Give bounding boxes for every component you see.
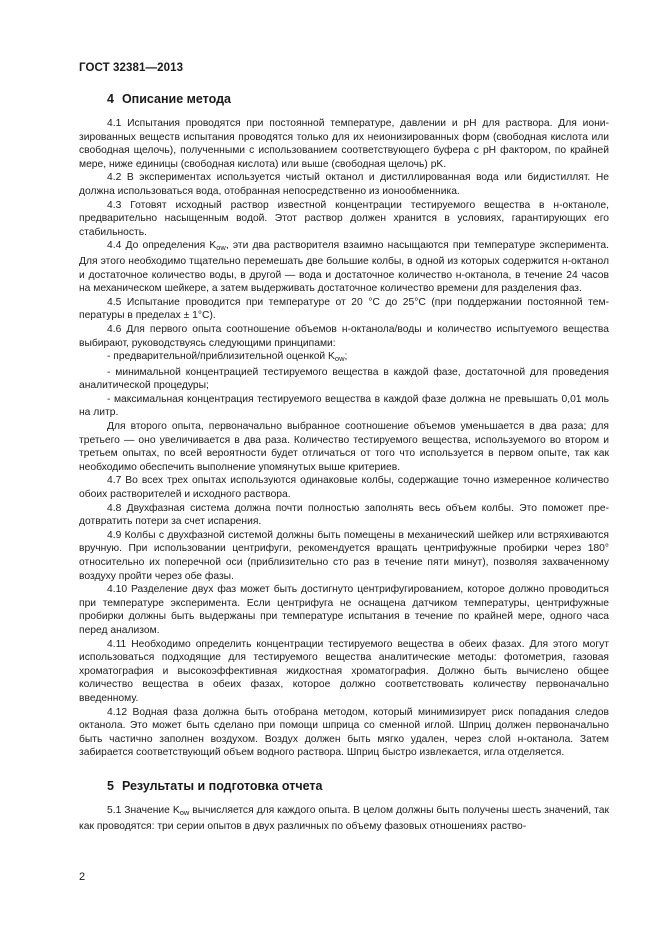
item-1-text: - предварительной/приблизительной оценкой K [107,351,335,363]
paragraph-5-1-rest: вычисляется для каждого опыта. В целом должны быть получены шесть значений, так как проводятся: три серии опытов в двух различных по объему фазовых отношениях раство- [79,804,609,832]
standard-header: ГОСТ 32381—2013 [79,62,184,74]
section-5-title: Результаты и подготовка отчета [121,778,323,793]
paragraph-4-11: 4.11 Необходимо определить концентрации тестируемого вещества в обеих фазах. Для этого могут использоваться подходящие для тестируемого вещества аналитические методы: фотометрия, газовая хроматография и высокоэффективная жидкостная хроматография. Должно быть вычислено общее количество вещества в обеих фазах, которое должно соответствовать количеству первоначально введенному. [79,638,609,704]
page-number: 2 [79,871,86,883]
paragraph-4-8: 4.8 Двухфазная система должна почти полностью заполнять весь объем колбы. Это поможет предотвратить потери за счет испарения. [79,502,609,528]
section-4-number: 4 [107,92,114,106]
paragraph-4-12: 4.12 Водная фаза должна быть отобрана методом, который минимизирует риск попадания следов октанола. Это может быть сделано при помощи шприца со сменной иглой. Шприц должен первоначально быть частично заполнен воздухом. Воздух должен быть мягко удален, через слой н-октанола. Затем забирается соответствующий объем водного раствора. Шприц быстро извлекается, игла отделяется. [79,706,609,759]
subscript-ow: ow [334,354,345,364]
paragraph-4-4 [79,239,609,295]
subscript-ow: ow [179,807,190,817]
section-5-heading [107,777,609,795]
paragraph-4-9: 4.9 Колбы с двухфазной системой должны быть помещены в механический шейкер или встряхиваются вручную. При использовании центрифуги, рекомендуется вращать центрифужные пробирки через 180° относительно их поперечной оси (приблизительно сто раз в течение пяти минут), позволяя захваченному воздуху пройти через обе фазы. [79,529,609,582]
paragraph-4-6-item-2: - минимальной концентрацией тестируемого вещества в каждой фазе, достаточной для проведения аналитической процедуры; [79,366,609,392]
paragraph-4-6: 4.6 Для первого опыта соотношение объемов н-октанола/воды и количество испытуемого вещества выбирают, руководствуясь следующими принципами: [79,323,609,349]
paragraph-4-3: 4.3 Готовят исходный раствор известной концентрации тестируемого вещества в н-октаноле, предварительно насыщенным водой. Этот раствор должен хранится в условиях, гарантирующих его стабильность. [79,199,609,238]
item-1-end: ; [344,351,348,363]
paragraph-4-7: 4.7 Во всех трех опытах используются одинаковые колбы, содержащие точно измеренное количество обоих растворителей и исходного раствора. [79,475,609,501]
paragraph-5-1-start: 5.1 Значение K [107,804,180,816]
subscript-ow: ow [216,243,226,253]
document-body [79,90,609,833]
paragraph-4-2: 4.2 В экспериментах используется чистый октанол и дистиллированная вода или бидистиллят. Не должна использоваться вода, отобранная непосредственно из ионообменника. [79,172,609,197]
paragraph-4-6-item-3: - максимальная концентрация тестируемого вещества в каждой фазе должна не превышать 0,01 моль на литр. [79,393,609,419]
paragraph-4-4-rest: , эти два растворителя взаимно насыщаются при температуре эксперимента. Для этого необходимо тщательно перемешать две большие колбы, в одной из которых содержится н-октанол и достаточное количество воды, в другой — вода и достаточное количество н-октанола, в течение 24 часов на механическом шейкере, а затем выдерживать достаточное количество времени для разделения фаз. [79,240,609,295]
paragraph-4-4-start: 4.4 До определения K [107,240,217,252]
paragraph-4-1: 4.1 Испытания проводятся при постоянной температуре, давлении и pH для раствора. Для ионизированных веществ испытания проводятся только для их неионизированных форм (свободная кислота или свободная щелочь), полученными с использованием соответствующего буфера с pH фактором, по крайней мере, ниже единицы (свободная кислота) или выше (свободная щелочь) pK. [79,118,609,170]
paragraph-5-1 [79,804,609,833]
paragraph-4-6-item-1 [79,350,609,366]
section-spacer [79,760,609,777]
section-4-heading [107,90,609,108]
section-5-number: 5 [107,778,114,793]
paragraph-4-10: 4.10 Разделение двух фаз может быть достигнуто центрифугированием, которое должно проводиться при температуре эксперимента. Если центрифуга не оснащена датчиком температуры, центрифужные пробирки должны быть выдержаны при температуре испытания в течение по крайней мере, одного часа перед анализом. [79,584,609,636]
paragraph-4-6-continued: Для второго опыта, первоначально выбранное соотношение объемов уменьшается в два раза; для третьего — оно увеличивается в два раза. Количество тестируемого вещества, используемого во втором и третьем опытах, по всей вероятности будет отличаться от того что используется в первом опыте, так как необходимо обеспечить выполнение упомянутых выше критериев. [79,421,609,473]
section-4-title: Описание метода [121,92,231,106]
paragraph-4-5: 4.5 Испытание проводится при температуре от 20 °C до 25°C (при поддержании постоянной температуры в пределах ± 1°C). [79,296,609,322]
